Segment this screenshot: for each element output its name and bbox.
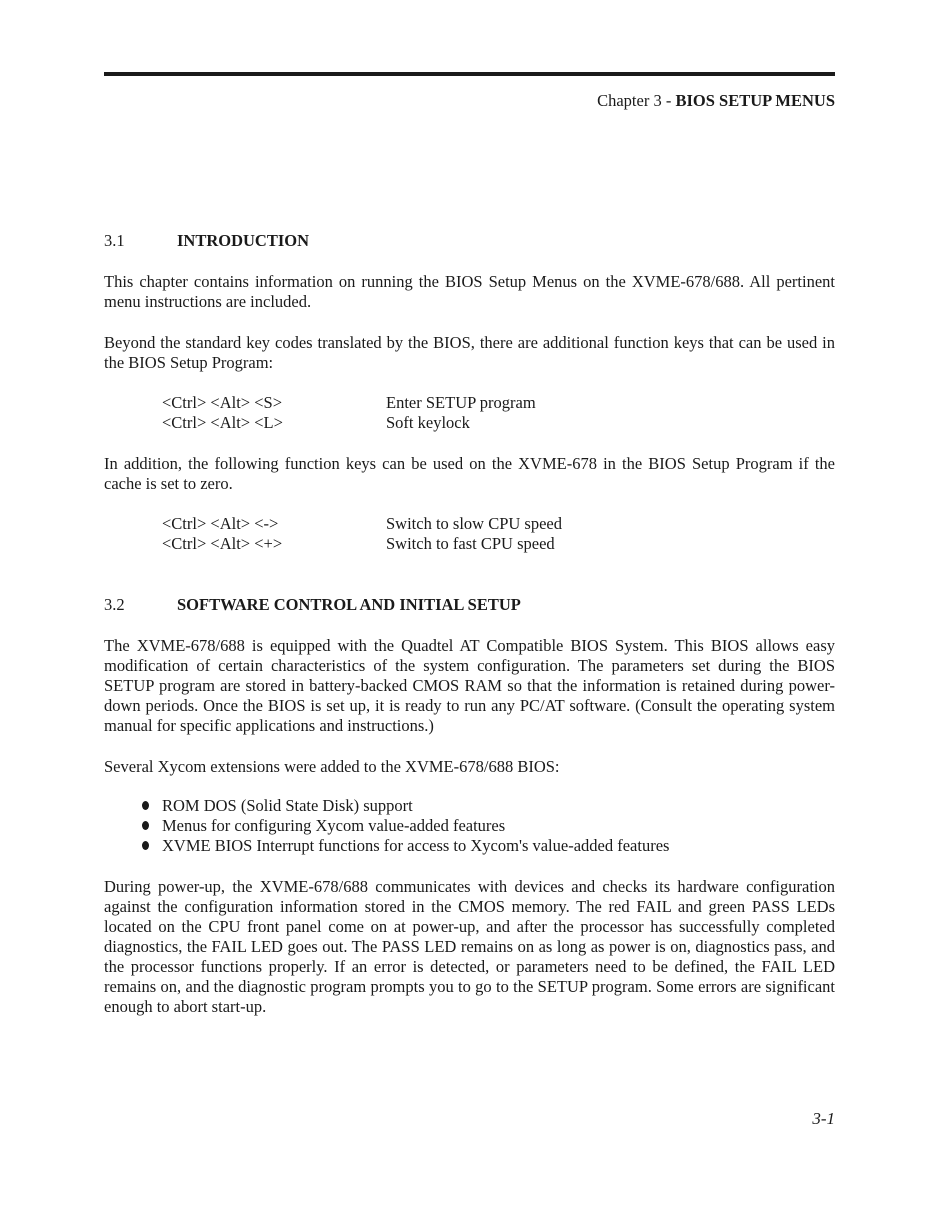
list-item-text: Menus for configuring Xycom value-added features [162,816,506,835]
key-row [162,514,562,534]
paragraph-cache-keys: In addition, the following function keys can be used on the XVME-678 in the BIOS Setup Program if the cache is set to zero. [104,454,835,493]
running-head [597,91,835,111]
key-row [162,393,536,413]
section-title: SOFTWARE CONTROL AND INITIAL SETUP [177,595,521,614]
key-combo: <Ctrl> <Alt> <+> [162,534,283,553]
key-combo: <Ctrl> <Alt> <S> [162,393,283,412]
section-number: 3.2 [104,595,125,614]
chapter-label: Chapter 3 - [597,91,676,110]
bullet-icon [142,841,149,850]
key-table-cpu-speed [162,514,562,554]
list-item [142,816,669,836]
top-rule [104,72,835,76]
key-row [162,534,562,554]
page-number: 3-1 [812,1109,835,1128]
key-action: Soft keylock [386,413,470,432]
key-combo: <Ctrl> <Alt> <L> [162,413,283,432]
key-combo: <Ctrl> <Alt> <-> [162,514,279,533]
paragraph-extensions: Several Xycom extensions were added to the XVME-678/688 BIOS: [104,757,560,776]
key-action: Enter SETUP program [386,393,536,412]
section-number: 3.1 [104,231,125,250]
list-item-text: ROM DOS (Solid State Disk) support [162,796,413,815]
key-row [162,413,536,433]
paragraph-bios-system: The XVME-678/688 is equipped with the Quadtel AT Compatible BIOS System. This BIOS allows easy modification of certain characteristics of the system configuration. The parameters set during the BIOS SETUP program are stored in battery-backed CMOS RAM so that the information is retained during power-down periods. Once the BIOS is set up, it is ready to run any PC/AT software. (Consult the operating system manual for specific applications and instructions.) [104,636,835,735]
chapter-title: BIOS SETUP MENUS [675,91,835,110]
bullet-icon [142,821,149,830]
section-heading-3-2 [104,595,521,615]
paragraph-function-keys: Beyond the standard key codes translated by the BIOS, there are additional function keys that can be used in the BIOS Setup Program: [104,333,835,372]
list-item [142,836,669,856]
list-item [142,796,669,816]
list-item-text: XVME BIOS Interrupt functions for access to Xycom's value-added features [162,836,670,855]
section-title: INTRODUCTION [177,231,310,250]
paragraph-power-up: During power-up, the XVME-678/688 communicates with devices and checks its hardware configuration against the configuration information stored in the CMOS memory. The red FAIL and green PASS LEDs located on the CPU front panel come on at power-up, and after the processor has successfully completed diagnostics, the FAIL LED goes out. The PASS LED remains on as long as power is on, diagnostics pass, and the processor functions properly. If an error is detected, or parameters need to be defined, the FAIL LED remains on, and the diagnostic program prompts you to go to the SETUP program. Some errors are significant enough to abort start-up. [104,877,835,1016]
section-heading-3-1 [104,231,309,251]
paragraph-intro: This chapter contains information on running the BIOS Setup Menus on the XVME-678/688. All pertinent menu instructions are included. [104,272,835,311]
bullet-icon [142,801,149,810]
extensions-list [142,796,669,856]
key-table-setup [162,393,536,433]
key-action: Switch to fast CPU speed [386,534,555,553]
key-action: Switch to slow CPU speed [386,514,563,533]
